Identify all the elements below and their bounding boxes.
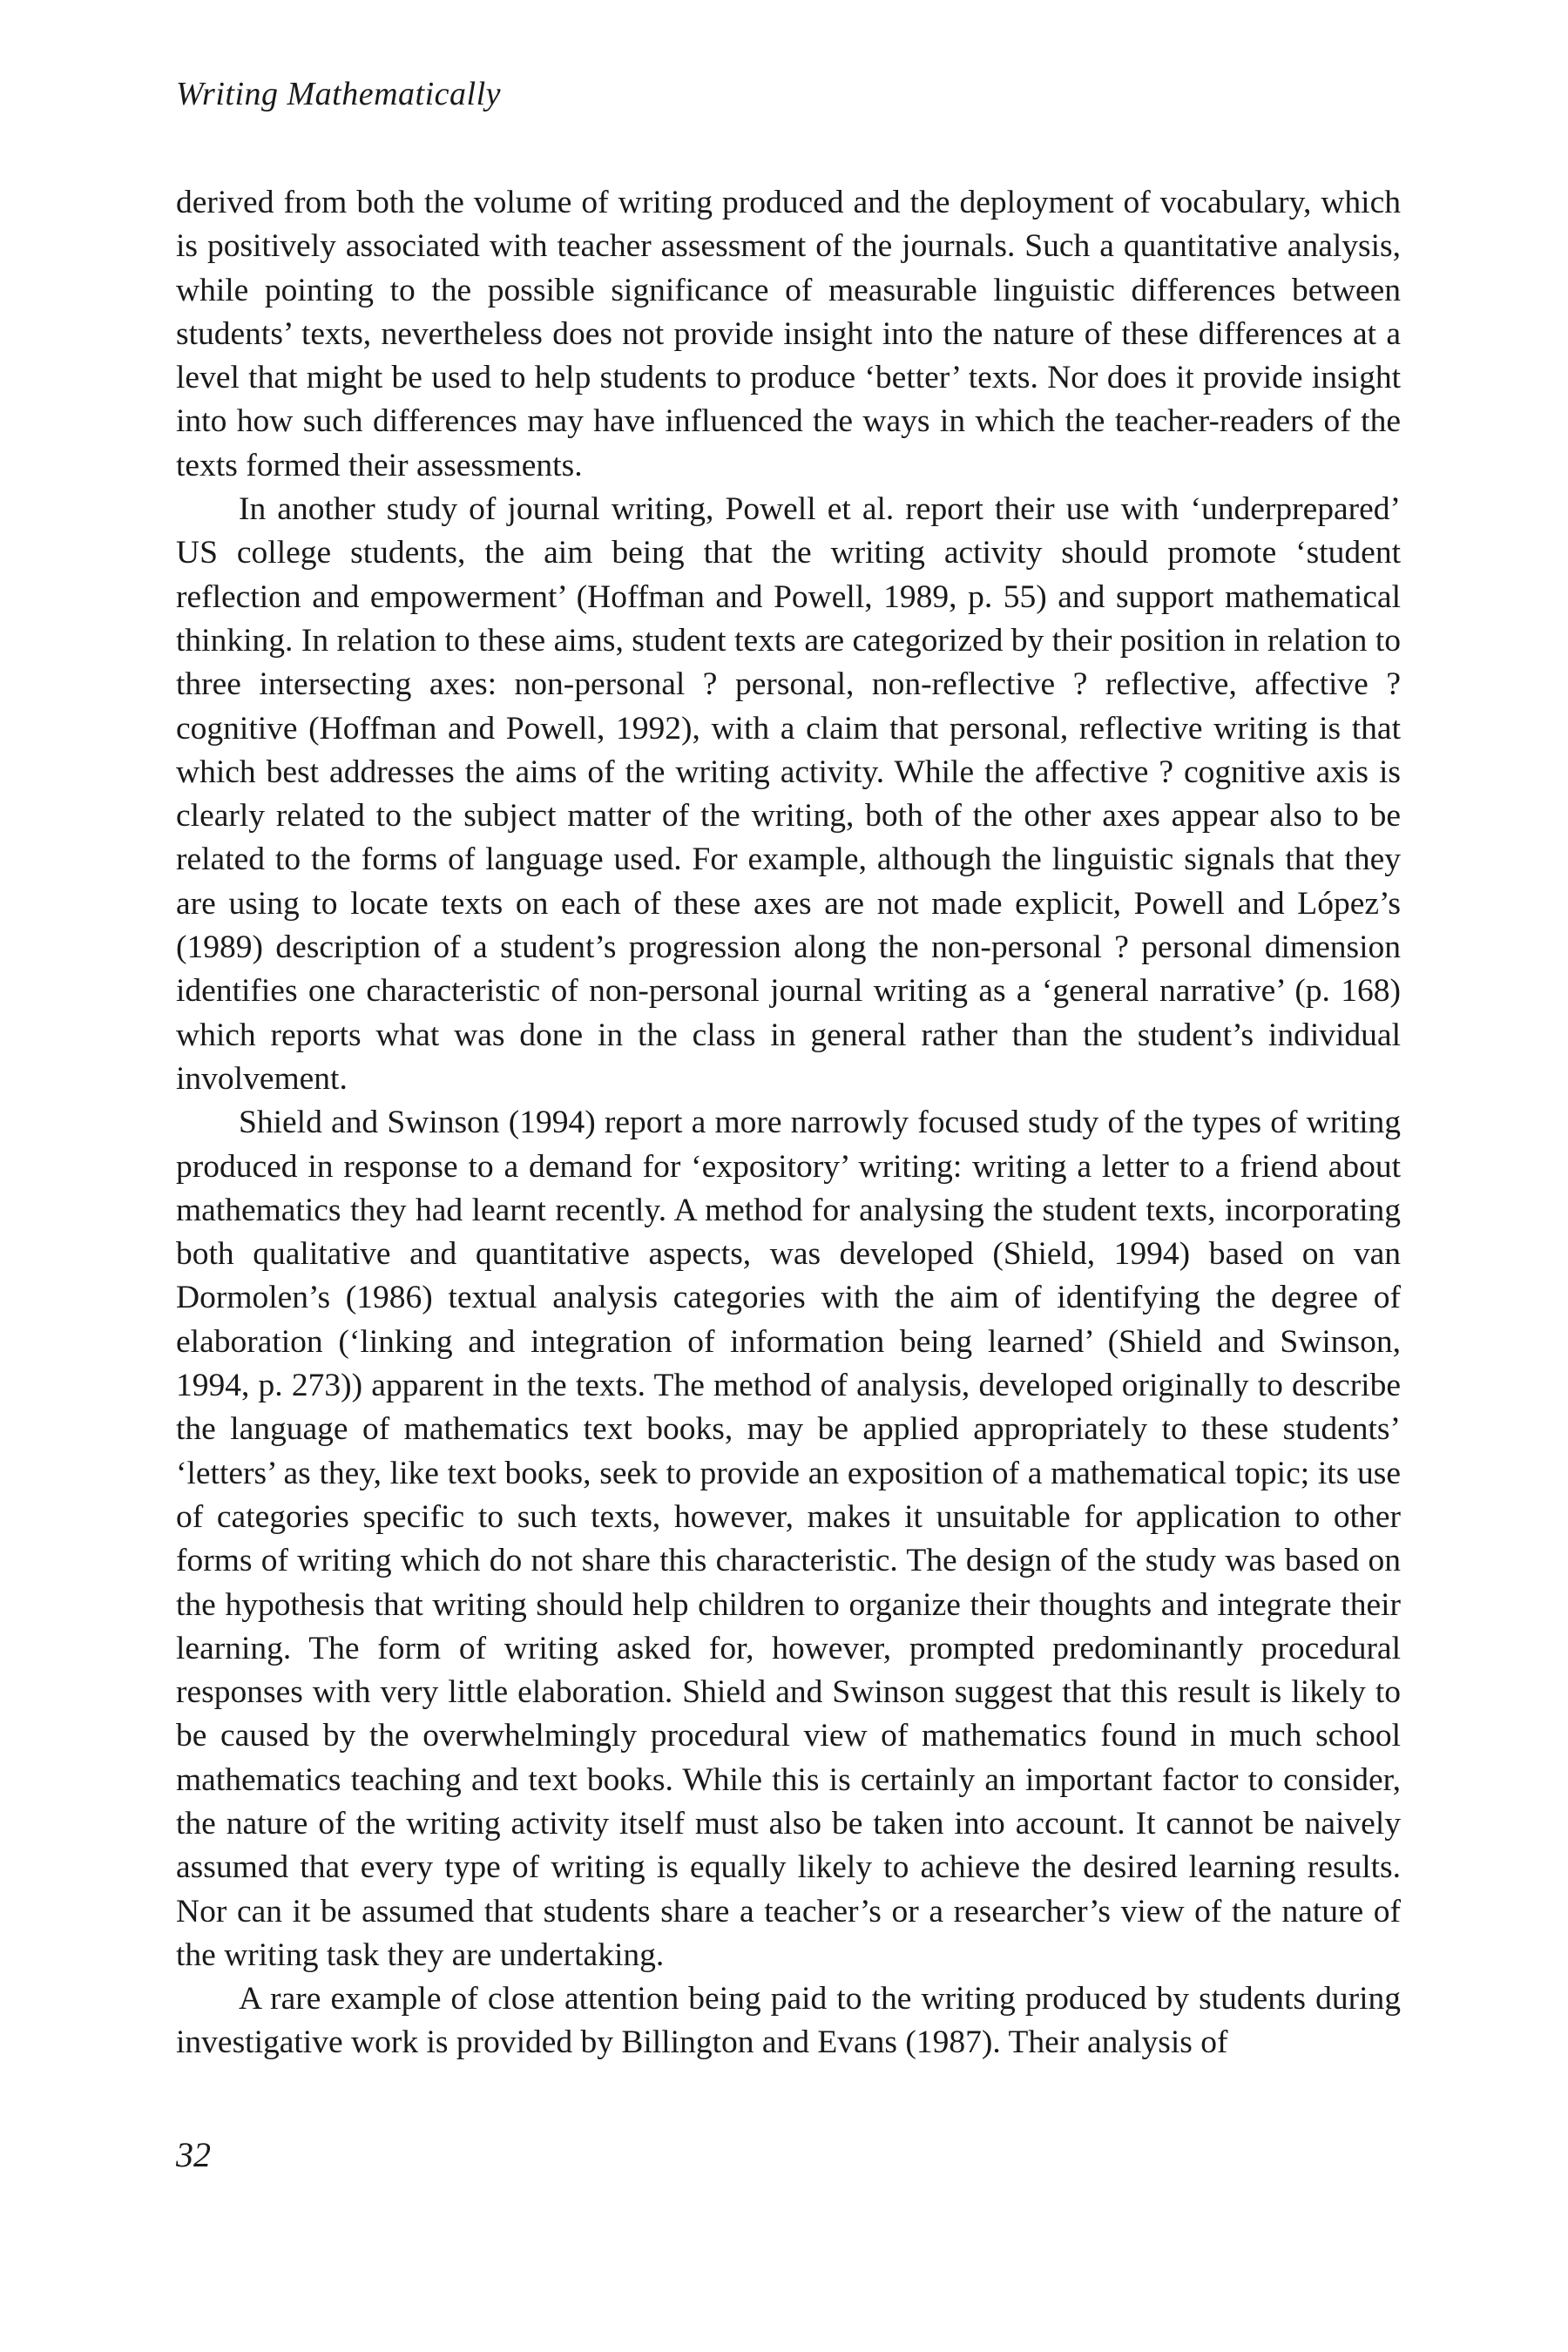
running-head-title: Writing Mathematically <box>176 76 502 112</box>
body-text <box>176 181 1401 2065</box>
page-number: 32 <box>176 2135 211 2174</box>
paragraph-journal-writing-study: In another study of journal writing, Powell et al. report their use with ‘underprepared’ US college students, the aim being that the writing activity should promote ‘student reflection and empowerment’ (Hoffman and Powell, 1989, p. 55) and support mathematical thinking. In relation to these aims, student texts are categorized by their position in relation to three intersecting axes: non-personal ? personal, non-reflective ? reflective, affective ? cognitive (Hoffman and Powell, 1992), with a claim that personal, reflective writing is that which best addresses the aims of the writing activity. While the affective ? cognitive axis is clearly related to the subject matter of the writing, both of the other axes appear also to be related to the forms of language used. For example, although the linguistic signals that they are using to locate texts on each of these axes are not made explicit, Powell and López’s (1989) description of a student’s progression along the non-personal ? personal dimension identifies one characteristic of non-personal journal writing as a ‘general narrative’ (p. 168) which reports what was done in the class in general rather than the student’s individual involvement. <box>176 491 1401 1097</box>
paragraph-billington-evans: A rare example of close attention being paid to the writing produced by students during investigative work is provided by Billington and Evans (1987). Their analysis of <box>176 1981 1401 2061</box>
paragraph-shield-swinson: Shield and Swinson (1994) report a more narrowly focused study of the types of writing produced in response to a demand for ‘expository’ writing: writing a letter to a friend about mathematics they had learnt recently. A method for analysing the student texts, incorporating both qualitative and quantitative aspects, was developed (Shield, 1994) based on van Dormolen’s (1986) textual analysis categories with the aim of identifying the degree of elaboration (‘linking and integration of information being learned’ (Shield and Swinson, 1994, p. 273)) apparent in the texts. The method of analysis, developed originally to describe the language of mathematics text books, may be applied appropriately to these students’ ‘letters’ as they, like text books, seek to provide an exposition of a mathematical topic; its use of categories specific to such texts, however, makes it unsuitable for application to other forms of writing which do not share this characteristic. The design of the study was based on the hypothesis that writing should help children to organize their thoughts and integrate their learning. The form of writing asked for, however, prompted predominantly procedural responses with very little elaboration. Shield and Swinson suggest that this result is likely to be caused by the overwhelmingly procedural view of mathematics found in much school mathematics teaching and text books. While this is certainly an important factor to consider, the nature of the writing activity itself must also be taken into account. It cannot be naively assumed that every type of writing is equally likely to achieve the desired learning results. Nor can it be assumed that students share a teacher’s or a researcher’s view of the nature of the writing task they are undertaking. <box>176 1105 1401 1973</box>
paragraph-continued: derived from both the volume of writing produced and the deployment of vocabulary, which is positively associated with teacher assessment of the journals. Such a quantitative analysis, while pointing to the possible significance of measurable linguistic differences between students’ texts, nevertheless does not provide insight into the nature of these differences at a level that might be used to help students to produce ‘better’ texts. Nor does it provide insight into how such differences may have influenced the ways in which the teacher-readers of the texts formed their assessments. <box>176 185 1401 483</box>
